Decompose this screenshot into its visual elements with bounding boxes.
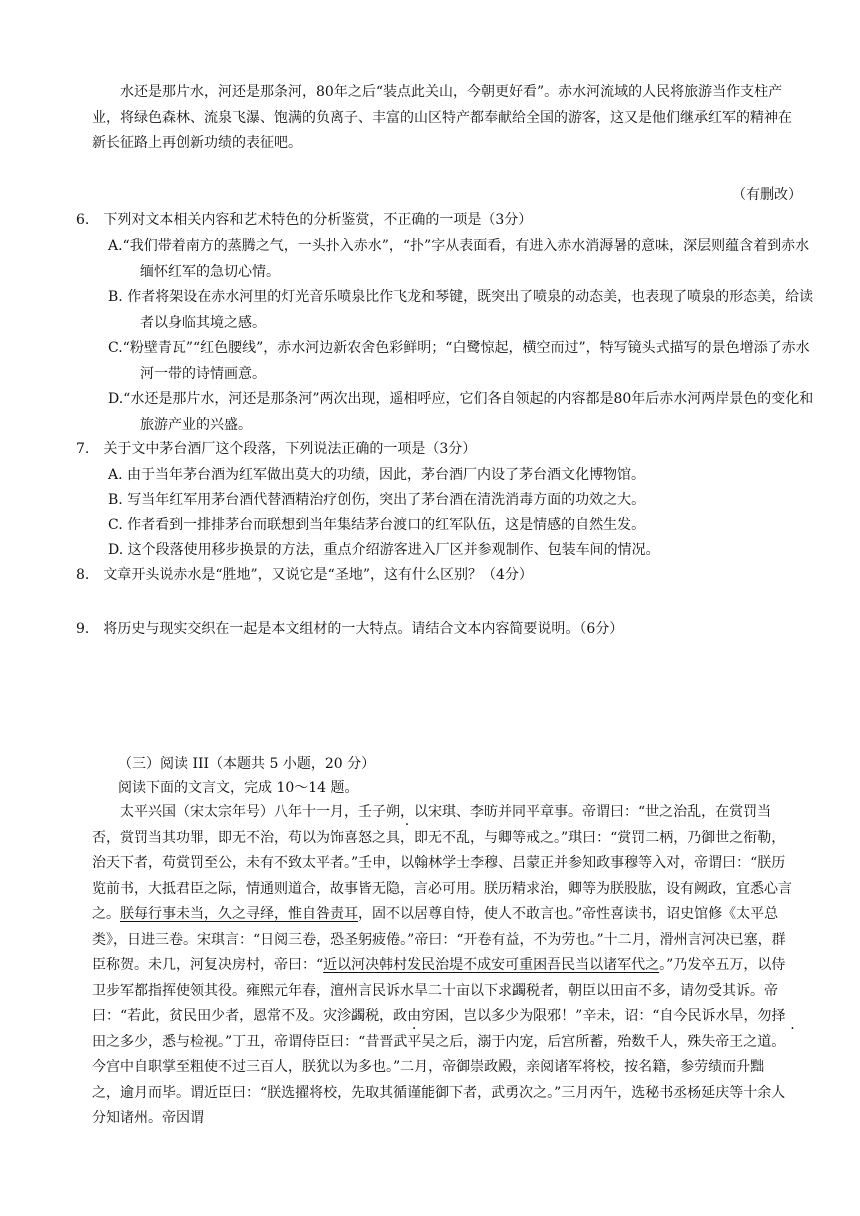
- passage-text: 。”乃发卒五万，以侍卫步军都指挥使领其役。雍熙元年春，澶州言民诉水旱二十亩以下求蠲税者，朝臣以田亩不多，请勿受其诉。帝曰：“若此，贫民田少者，恩常不及。灾沴蠲税，: [92, 957, 786, 1024]
- source-note: （有删改）: [732, 187, 802, 203]
- passage-text: 田之多少，悉与检视。”丁丑，帝谓侍臣曰：“昔晋武平吴之后，溺于内宠，后宫所蓄，殆数千人，殊失帝王之道。今宫中自职掌至粗使不过三百人，朕犹以为多也。”二月，帝御崇政殿，亲阅诸军将校，按名籍，参劳绩而升黜之，逾月而毕。谓近臣曰：“朕选擢将校，先取其循谨能御下者，武勇次之。”三月丙午，选秘书丞杨延庆等十余人分知诸州。帝因谓: [92, 1033, 786, 1126]
- passage-closing-paragraph: 水还是那片水，河还是那条河，80年之后“装点此关山，今朝更好看”。赤水河流域的人民将旅游当作支柱产业，将绿色森林、流泉飞瀑、饱满的负离子、丰富的山区特产都奉献给全国的游客，这又是他们继承红军的精神在新长征路上再创新功绩的表征吧。: [92, 84, 792, 151]
- section-3-heading: （三）阅读 III（本题共 5 小题，20 分）: [118, 756, 376, 772]
- classical-chinese-passage: [92, 800, 792, 1132]
- question-6-option-a: A.“我们带着南方的蒸腾之气，一头扑入赤水”，“扑”字从表面看，有进入赤水消溽暑的意味，深层则蕴含着到赤水缅怀红军的急切心情。: [108, 238, 810, 280]
- section-3-instruction: 阅读下面的文言文，完成 10～14 题。: [118, 780, 359, 796]
- question-7-option-a: A. 由于当年茅台酒为红军做出莫大的功绩，因此，茅台酒厂内设了茅台酒文化博物馆。: [108, 467, 646, 483]
- underlined-sentence-2: 近以河决韩村发民治堤不成安可重困吾民当以诸军代之: [323, 957, 660, 973]
- passage-text: 由穷困，岂以多少为限邪！”辛未，诏：“自今民诉水旱，勿: [407, 1008, 772, 1024]
- question-7-option-b: B. 写当年红军用茅台酒代替酒精治疗创伤，突出了茅台酒在清洗消毒方面的功效之大。: [108, 492, 646, 508]
- dotted-word-ze: 择: [771, 1008, 786, 1024]
- question-6-option-d: D.“水还是那片水，河还是那条河”两次出现，遥相呼应，它们各自领起的内容都是80年后赤水河两岸景色的变化和旅游产业的兴盛。: [108, 391, 814, 433]
- question-8-stem: 8. 文章开头说赤水是“胜地”，又说它是“圣地”，这有什么区别？（4分）: [76, 567, 533, 583]
- question-7-option-c: C. 作者看到一排排茅台而联想到当年集结茅台渡口的红军队伍，这是情感的自然生发。: [108, 517, 646, 533]
- question-6-option-c: C.“粉壁青瓦”“红色腰线”，赤水河边新农舍色彩鲜明；“白鹭惊起，横空而过”，特写镜头式描写的景色增添了赤水河一带的诗情画意。: [108, 340, 810, 382]
- passage-text: 太平兴国（宋太宗年号）八年十一月，壬子: [120, 804, 386, 820]
- question-9-stem: 9. 将历史与现实交织在一起是本文组材的一大特点。请结合文本内容简要说明。（6分）: [76, 621, 624, 637]
- question-7-stem: 7. 关于文中茅台酒厂这个段落，下列说法正确的一项是（3分）: [76, 441, 477, 457]
- passage-text: ，固不以居尊自恃，使人不敢言也。”帝性喜读书，诏史馆修《太平总类》，日进三卷。宋琪言：“日阅三卷，恐圣躬疲倦。”帝曰：“开卷有益，不为劳也。”十二月，滑州言河决已塞，群臣称贺。未几，河复决房村，帝曰：“: [92, 906, 786, 973]
- question-7-option-d: D. 这个段落使用移步换景的方法，重点介绍游客进入厂区并参观制作、包装车间的情况。: [108, 542, 660, 558]
- question-6-option-b: B. 作者将架设在赤水河里的灯光音乐喷泉比作飞龙和琴键，既突出了喷泉的动态美，也表现了喷泉的形态美，给读者以身临其境之感。: [108, 289, 814, 331]
- dotted-word-zheng: 政: [393, 1008, 408, 1024]
- question-6-stem: 6. 下列对文本相关内容和艺术特色的分析鉴赏，不正确的一项是（3分）: [76, 212, 533, 228]
- underlined-sentence-1: 朕每行事未当，久之寻绎，惟自咎责耳: [120, 906, 358, 922]
- dotted-word-shuo: 朔: [386, 804, 400, 820]
- passage-text: ，以宋琪、李昉并同平章事。帝谓曰：“世之治乱，在赏罚当否，赏罚当其功罪，即无不治，苟以为饰喜怒之具，即无不乱，与卿等戒之。”琪曰：“赏罚二柄，乃御世之衔勒，治天下者，苟赏罚至公，未有不致太平者。”壬申，以翰林学士李穆、吕蒙正并参知政事穆等入对，帝谓曰：“朕历览前书，大抵君臣之际，情通则道合，故事皆无隐，言必可用。朕历精求治，卿等为朕股肱，设有阙政，宜悉心言之。: [92, 804, 792, 922]
